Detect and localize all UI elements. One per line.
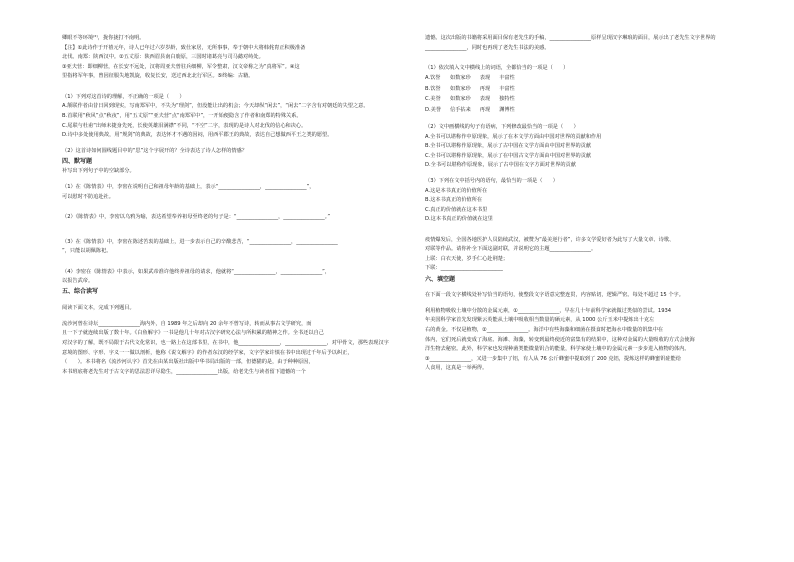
question-r2-option-b: B.全书可以堪称作原现象，展示了古中国在文学方面由中国对世界的贡献	[425, 143, 592, 150]
question-1-option-c: C.尾联与杜甫“出师未捷身先死，长使英雄泪满襟”不同，“不空”二字，表现的是诗人对北伐的信心和决心。	[62, 122, 307, 129]
fill-passage-line: 人食用，这真是一举两得。	[425, 365, 488, 372]
question-r3-option-c: C.真正的价值就在这本书里	[425, 206, 488, 213]
question-r3-stem: （3）下列在文中括号内的语句，最恰当的一项是（ ）	[425, 177, 558, 184]
option-row: A.饮誉 如数家珍 表现 丰富性	[425, 74, 515, 81]
question-1-option-d: D.诗中多处使用典故，用“规剑”的典故，表达怀才不遇的因闷，用西平郡王的典故，表达自己想做西平王之类的愿望。	[62, 132, 333, 139]
question-r2-option-a: A.全书可以堪称作中原现象，展示了在本文学方面由中国对世界的贡献和作用	[425, 133, 602, 140]
dictation-2-line: （2）《陈情表》中，李密以乌鸦为喻，表达希望奉养祖母至终老的句子是：“________________，________________。”	[62, 214, 331, 221]
section-5-instruction: 阅读下面文本，完成下列题目。	[62, 305, 135, 312]
section-4-title: 四、默写题	[62, 157, 93, 165]
fill-passage-line: 右的黄金。不仅是植物，②________________。海洋中有些海藻和细菌在摄食时把海水中微量的钒集中在	[425, 326, 664, 333]
dictation-3-line: （3）在《陈情表》中，李密在陈述苦衷的基础上，进一步表示自己的辛酸悲苦，“________________，________________	[62, 238, 338, 245]
question-r3-option-a: A.这是本书真正的价值所在	[425, 187, 488, 194]
fill-passage-line: 体内，它们死后就变成了海底、海滩、海藻，转变到最终使近的富集有的结果中，这种对金属的大量吸收的方式会使海	[425, 336, 695, 343]
passage-line: 且一下子就连续出版了数十年。《白鱼解字》一书是他几十年对古汉字研究心法与所积累的精神之作。全书还以自己	[62, 330, 324, 337]
fill-passage-line: ③________________，又进一步集中了铝，有人从 76 公斤蜂蜜中提取到了 200 克铝，提炼这样的蜂蜜钒硅能给	[425, 355, 681, 362]
question-r2-option-d: D.全书可以堪称作原现象，展示了古中国在文字方面对世界的贡献	[425, 162, 576, 169]
passage-line: 意境的图形、字形、字义一一做以剖析，他称《说文解字》的作者东汉的经学家，文字学家许慎在书中出现过千年后予以纠正，	[62, 349, 353, 356]
right-column	[425, 34, 775, 374]
dictation-4-line: （4）李密在《陈情表》中表示，如果武帝准许他终养祖母的请求，他就将“________________，________________”，	[62, 268, 331, 275]
option-row: C.美誉 如数家珍 表现 独特性	[425, 96, 515, 103]
question-1-option-b: B.首联用“秋风”点“秋夜”，用“五丈原”“亚夫营”点“南郑军中”，一开始便隐含了作者和南郑的特殊关系。	[62, 112, 302, 119]
fill-passage-line: 年美国科学家首先发现紫云英能从土壤中吸收相当数量的硒元素，从 1000 公斤玉米中提炼出十克左	[425, 317, 655, 324]
question-r3-option-d: D.这本书真正的价值就在这里	[425, 216, 493, 223]
fill-passage-line: 洋生物去秘密。此外，科学家也发现种菌类能微量钒合的能量，科学家使土壤中的金属元素一步步进入植物的体内。	[425, 346, 690, 353]
couplet-lower: 下联：________________________	[425, 265, 503, 272]
passage-line: 遗憾。这次出版的书籍将采用面目保有老先生的手稿，________________原样呈现汉字琳琅的面目，展示出了老先生文字世界的	[425, 35, 716, 41]
couplet-upper: 上联：白衣天使，岁手仁心赴荆楚；	[425, 255, 509, 262]
dictation-4-line: 以报告武帝。	[62, 278, 94, 285]
option-row: B.饮誉 如数家珍 再现 丰富性	[425, 85, 515, 92]
poem-note-line: 北伐。南郑：陕西汉中。②五丈原：陕西眉县南白鹿原，三国时诸葛亮与司马懿对峙处。	[62, 54, 264, 61]
dictation-1-line: （1）在《陈情表》中，李密在说明自己和祖母年龄的基础上，表示“________________，________________”，	[62, 184, 315, 191]
passage-line: 本书班底将老先生对于古文字的思法思详尽隐生，________________出版，给老先生与读者留下遗憾的一个	[62, 368, 306, 375]
passage-line: 流沙河曾在诗坛________________海内外，自 1989 年之后却向 20 余年不曾写诗，转而从事古文学研究，而	[62, 320, 312, 327]
left-column	[62, 34, 402, 377]
poem-note-line: 【注】①此诗作于开禧元年，诗人已年过六岁岁龄，致仕家居，无所事事，奉于朝中大将韩侂胄正积极准备	[62, 44, 306, 51]
question-1-option-a: A.颔联作者由昔日回到现实，写南郑军中，不失为“理剑”，但没能让出的机会；今天却纵“闲去”，“闲去”二字含有对朝廷的失望之意。	[62, 103, 369, 110]
dictation-1-line: 可以慰时不防追赴社。	[62, 193, 114, 200]
question-2-stem: （2）这首诗如何圆线题目中的“思”这个字展开的？全诗表达了诗人怎样的情感？	[62, 147, 248, 154]
passage-line: ________________，同时也再现了老先生书法的美感。	[425, 44, 550, 51]
question-r1-stem: （1）依次填入文中横线上的词语，全都恰当的一项是（ ）	[425, 65, 569, 72]
question-1-stem: （1）下列对这首诗的理解，不正确的一项是（ ）	[62, 93, 185, 100]
fill-passage-line: 利用植物吸收土壤中分散的金属元素，①________________，早在几十年前科学家就做过类似的尝试。1934	[425, 307, 672, 314]
poem-note-line: 里指将军年事，曾因征服失地凯旋，收复长安，送过西北北行军区。⑤终编：古籍。	[62, 73, 254, 80]
question-r1-options	[425, 74, 524, 117]
passage-line: （ ）。本书将名《流沙河认字》首先在由某出版社出版中华书局出版的一部，但德猫的是，由于种种原因，	[62, 359, 314, 366]
question-r2-stem: （2）文中画横线的句子有语病，下列修改最恰当的一项是（ ）	[425, 124, 579, 131]
poem-note-line: ③亚夫营：即细柳营，在长安不远处，汉将周亚夫曾驻兵细柳，军令整肃，汉文帝称之为“真将军”。④这	[62, 63, 300, 70]
question-r2-option-c: C.全书可以堪称作原现象，展示了在中国古文学方面由中国对世界的贡献	[425, 152, 592, 159]
question-r3-option-b: B.这本书真正的价值所在	[425, 197, 483, 204]
couplet-intro-line: 对联等作品。请你补全下面这副对联，并说明它的主题________________。	[425, 246, 597, 253]
couplet-intro-line: 疫情爆发后，全国各地医护人员陆续武汉，被赞为“最美逆行者”，许多文学爱好者为此写了大量文章、诗歌、	[425, 236, 675, 243]
section-4-instruction: 补写出下列句子中的空缺部分。	[62, 168, 135, 175]
section-6-intro: 在下面一段文字横线处补写恰当的语句，使整段文字语意完整连贯，内容贴切，逻辑严密。每处不超过 15 个字。	[425, 292, 684, 299]
passage-line: 对汉字的了解，既不局限于古代文化常识，也一路上在这部书里，在书中，他________________，________________，对甲骨文，那些表现汉字	[62, 339, 389, 346]
dictation-3-line: ”，只能以胡佩陈祀。	[62, 248, 112, 255]
option-row: D.美誉 信手拈来 再现 渊博性	[425, 107, 515, 114]
section-5-title: 五、综合读写	[62, 288, 99, 296]
poem-last-line: 卿眼不等环境⁽²⁾，拢你拢打不南明。	[62, 35, 145, 41]
section-6-title: 六、填空题	[425, 275, 456, 283]
